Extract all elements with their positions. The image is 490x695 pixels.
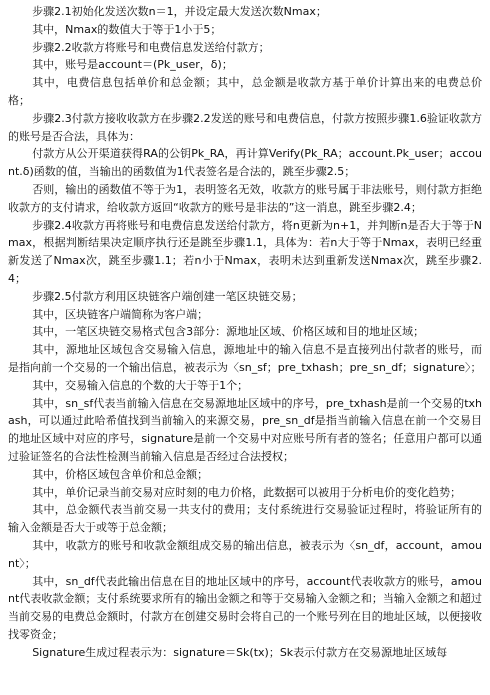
paragraph-step-2-2: 步骤2.2收款方将账号和电费信息发送给付款方； — [32, 40, 270, 54]
paragraph-account-definition: 其中，账号是account＝(Pk_user，δ)； — [32, 58, 233, 72]
paragraph-transaction-format: 其中，一笔区块链交易格式包含3部分：源地址区域、价格区域和目的地址区域； — [32, 325, 425, 339]
paragraph-unit-price: 其中，单价记录当前交易对应时刻的电力价格，此数据可以被用于分析电价的变化趋势； — [32, 485, 462, 499]
paragraph-total-amount: 其中，总金额代表当前交易一共支付的费用；支付系统进行交易验证过程时，将验证所有的输入金额是否大于或等于总金额； — [8, 503, 482, 535]
paragraph-signature-generation: Signature生成过程表示为：signature＝Sk(tx)；Sk表示付款方在交易源地址区域每 — [32, 645, 448, 659]
paragraph-output-fields: 其中，sn_df代表此输出信息在目的地址区域中的序号，account代表收款方的账号，amount代表收款金额；支付系统要求所有的输出金额之和等于交易输入金额之和；当输入金额之和超过当前交易的电费总金额时，付款方在创建交易时会将自己的一个账号列在目的地址区域，以便接收找零资金； — [8, 574, 482, 641]
paragraph-step-2-1: 步骤2.1初始化发送次数n＝1，并设定最大发送次数Nmax； — [32, 5, 327, 18]
paragraph-step-2-3: 步骤2.3付款方接收收款方在步骤2.2发送的账号和电费信息，付款方按照步骤1.6验证收款方的账号是否合法，具体为： — [8, 111, 482, 143]
paragraph-input-fields: 其中，sn_sf代表当前输入信息在交易源地址区域中的序号，pre_txhash是前一个交易的txhash，可以通过此哈希值找到当前输入的来源交易，pre_sn_df是指当前输入信息在前一个交易目的地址区域中对应的序号，signature是前一个交易中对应账号所有者的签名；任意用户都可以通过验证签名的合法性检测当前输入信息是否经过合法授权； — [8, 396, 482, 463]
paragraph-step-2-5: 步骤2.5付款方利用区块链客户端创建一笔区块链交易； — [32, 289, 303, 303]
paragraph-verify-signature: 付款方从公开渠道获得RA的公钥Pk_RA，再计算Verify(Pk_RA；account.Pk_user；account.δ)函数的值，当输出的函数值为1代表签名是合法的，跳至步骤2.5； — [8, 147, 482, 179]
paragraph-price-area: 其中，价格区域包含单价和总金额； — [32, 467, 209, 481]
paragraph-invalid-signature: 否则，输出的函数值不等于为1，表明签名无效，收款方的账号属于非法账号，则付款方拒绝收款方的支付请求，给收款方返回“收款方的账号是非法的”这一消息，跳至步骤2.4； — [8, 182, 482, 214]
paragraph-nmax-range: 其中，Nmax的数值大于等于1小于5； — [32, 22, 222, 36]
paragraph-client-alias: 其中，区块链客户端简称为客户端； — [32, 307, 209, 321]
paragraph-step-2-4: 步骤2.4收款方再将账号和电费信息发送给付款方，将n更新为n+1，并判断n是否大于等于Nmax，根据判断结果决定顺序执行还是跳至步骤1.1，具体为：若n大于等于Nmax，表明已经重新发送了Nmax次，跳至步骤1.1；若n小于Nmax，表明未达到重新发送Nmax次，跳至步骤2.4； — [8, 218, 482, 285]
paragraph-bill-info: 其中，电费信息包括单价和总金额；其中，总金额是收款方基于单价计算出来的电费总价格； — [8, 76, 482, 107]
paragraph-source-address: 其中，源地址区域包含交易输入信息，源地址中的输入信息不是直接列出付款者的账号，而是指向前一个交易的一个输出信息，被表示为〈sn_sf；pre_txhash；pre_sn_df；signature〉； — [8, 343, 482, 374]
paragraph-output-info: 其中，收款方的账号和收款金额组成交易的输出信息，被表示为〈sn_df，account，amount〉； — [8, 538, 482, 570]
paragraph-input-count: 其中，交易输入信息的个数的大于等于1个； — [32, 378, 249, 392]
